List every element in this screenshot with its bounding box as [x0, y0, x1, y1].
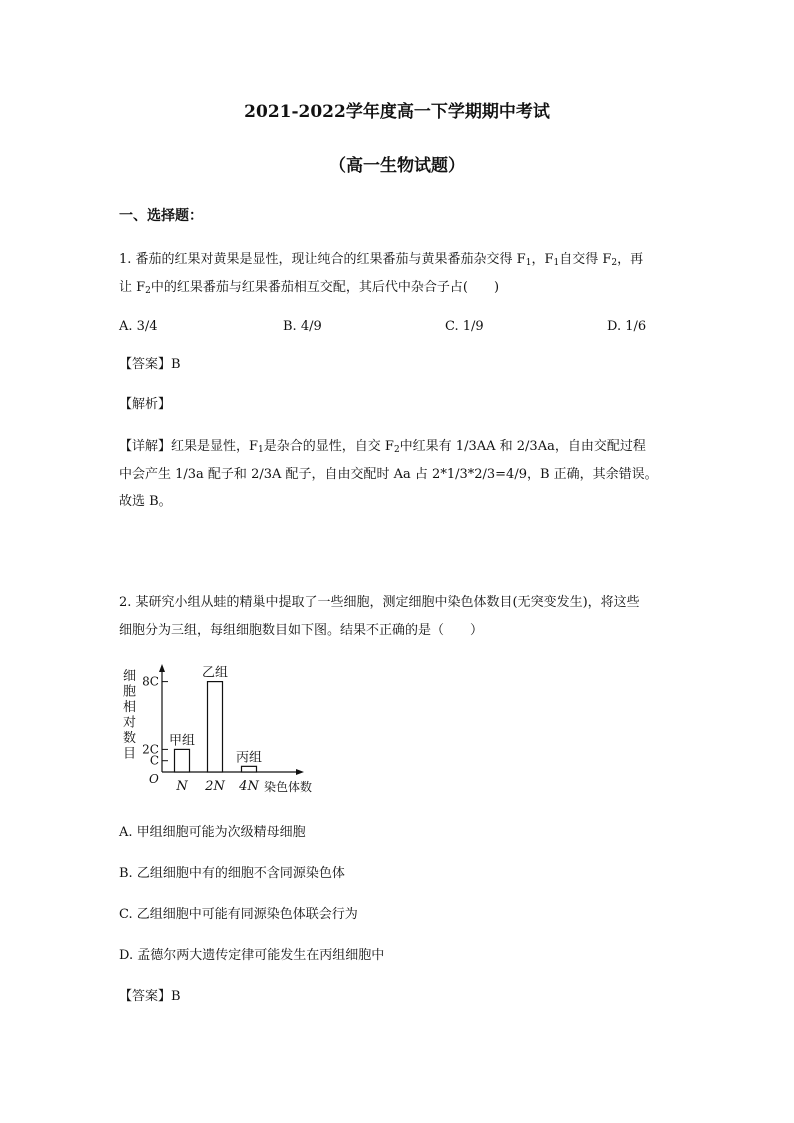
- x-tick-label: 4N: [239, 779, 259, 794]
- page-subtitle: （高一生物试题）: [329, 156, 465, 176]
- question-1-line-2: 让 $F_2$中的红果番茄与红果番茄相互交配，其后代中杂合子占( ): [119, 280, 500, 296]
- page-title: 2021-2022学年度高一下学期期中考试: [244, 102, 550, 122]
- y-tick-label: 8C: [142, 674, 159, 689]
- question-1-option-a: A. 3/4: [119, 319, 158, 334]
- bar-group-label: 丙组: [235, 750, 263, 766]
- x-tick-label: 2N: [205, 779, 225, 794]
- y-axis-label-char: 目: [123, 746, 137, 762]
- question-2-option-c: C. 乙组细胞中可能有同源染色体联会行为: [119, 907, 358, 922]
- bar-4n: [242, 766, 257, 772]
- x-tick-label: N: [176, 779, 188, 794]
- x-axis-label: 染色体数: [264, 780, 313, 794]
- question-1-detail-line-2: 中会产生 1/3a 配子和 2/3A 配子，自由交配时 Aa 占 2*1/3*2/3=4/9，B 正确，其余错误。: [119, 467, 658, 482]
- y-axis-arrow: [159, 664, 165, 672]
- question-2-line-1: 2. 某研究小组从蛙的精巢中提取了一些细胞，测定细胞中染色体数目(无突变发生)，将这些: [119, 595, 640, 610]
- y-axis-label-char: 相: [123, 700, 137, 715]
- bar-n: [175, 749, 190, 772]
- bar-group-label: 乙组: [201, 665, 229, 681]
- y-axis-label-char: 对: [123, 715, 137, 731]
- y-axis-label-char: 细: [123, 669, 137, 684]
- bar-2n: [208, 682, 223, 772]
- y-axis-label-char: 数: [123, 731, 137, 746]
- origin-label: O: [149, 772, 159, 786]
- question-1-option-c: C. 1/9: [445, 319, 484, 334]
- question-1-line-1: 1. 番茄的红果对黄果是显性，现让纯合的红果番茄与黄果番茄杂交得 $F_1$，$F_1$自交得 $F_2$，再: [119, 252, 644, 268]
- y-axis-label-char: 胞: [123, 684, 137, 700]
- question-1-option-b: B. 4/9: [283, 319, 322, 334]
- bar-group-label: 甲组: [168, 733, 196, 749]
- question-2-option-d: D. 孟德尔两大遗传定律可能发生在丙组细胞中: [119, 948, 385, 963]
- question-1-analysis-tag: 【解析】: [119, 397, 172, 412]
- question-1-detail-line-1: 【详解】红果是显性，$F_1$是杂合的显性，自交 $F_2$中红果有 1/3AA 和 2/3Aa，自由交配过程: [119, 439, 646, 455]
- x-axis-arrow: [296, 769, 304, 775]
- section-heading: 一、选择题：: [119, 208, 203, 224]
- y-axis-label: [123, 669, 136, 762]
- question-1-detail-line-3: 故选 B。: [119, 494, 172, 509]
- question-2-answer: 【答案】B: [119, 989, 181, 1004]
- question-2-option-b: B. 乙组细胞中有的细胞不含同源染色体: [119, 866, 345, 881]
- question-2-option-a: A. 甲组细胞可能为次级精母细胞: [119, 825, 306, 840]
- y-tick-label: 2C: [142, 742, 159, 757]
- chromosome-count-chart: [118, 662, 338, 798]
- y-tick-label: C: [149, 753, 159, 768]
- question-1-answer: 【答案】B: [119, 357, 181, 372]
- question-2-line-2: 细胞分为三组，每组细胞数目如下图。结果不正确的是（ ）: [119, 623, 484, 638]
- question-1-option-d: D. 1/6: [607, 319, 647, 334]
